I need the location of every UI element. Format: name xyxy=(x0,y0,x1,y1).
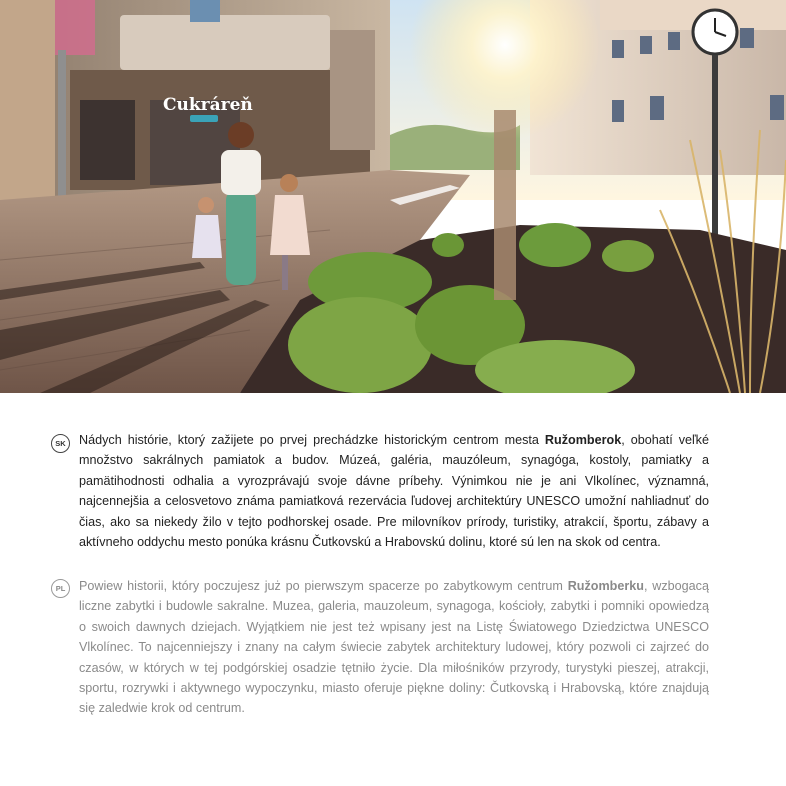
cukraren-sign: Cukráreň xyxy=(163,95,253,115)
sk-language-badge: SK xyxy=(51,434,70,453)
pl-paragraph: Powiew historii, który poczujesz już po pierwszym spacerze po zabytkowym centrum Ružomberku, wzbogacą liczne zabytki i budowle sakralne. Muzea, galeria, mauzoleum, synagoga, kościoły, zabytki i pomniki opowiedzą o swoich dawnych dziejach. Wyjątkiem nie jest też wpisany jest na Listę Światowego Dziedzictwa UNESCO Vlkolínec. To najcenniejszy i znany na całym świecie zabytek architektury ludowej, który pozwoli ci zajrzeć do czasów, w których w tej podgórskiej osadzie tętniło życie. Dla miłośników przyrody, turystyki pieszej, atrakcji, sportu, rozrywki i aktywnego wypoczynku, miasto oferuje piękne doliny: Čutkovską i Hrabovską, które znajdują się zaledwie krok od centrum. xyxy=(79,579,709,716)
sk-paragraph: Nádych histórie, ktorý zažijete po prvej prechádzke historickým centrom mesta Ružomberok, obohatí veľké množstvo sakrálnych pamiatok a budov. Múzeá, galéria, mauzóleum, synagóga, kostoly, pamiatky a pamätihodnosti odhalia a vyrozprávajú svoje dávne príbehy. Výnimkou nie je ani Vlkolínec, významná, najcennejšia a celosvetovo známa pamiatková rezervácia ľudovej architektúry UNESCO umožní nahliadnuť do čias, ako sa niekedy žilo v tejto podhorskej osade. Pre milovníkov prírody, turistiky, atrakcií, športu, zábavy a aktívneho oddychu mesto ponúka krásnu Čutkovskú a Hrabovskú dolinu, ktoré sú len na skok od centra. xyxy=(79,433,709,550)
pl-language-badge: PL xyxy=(51,579,70,598)
pl-city-name: Ružomberku xyxy=(567,579,644,593)
sk-city-name: Ružomberok xyxy=(544,433,622,447)
